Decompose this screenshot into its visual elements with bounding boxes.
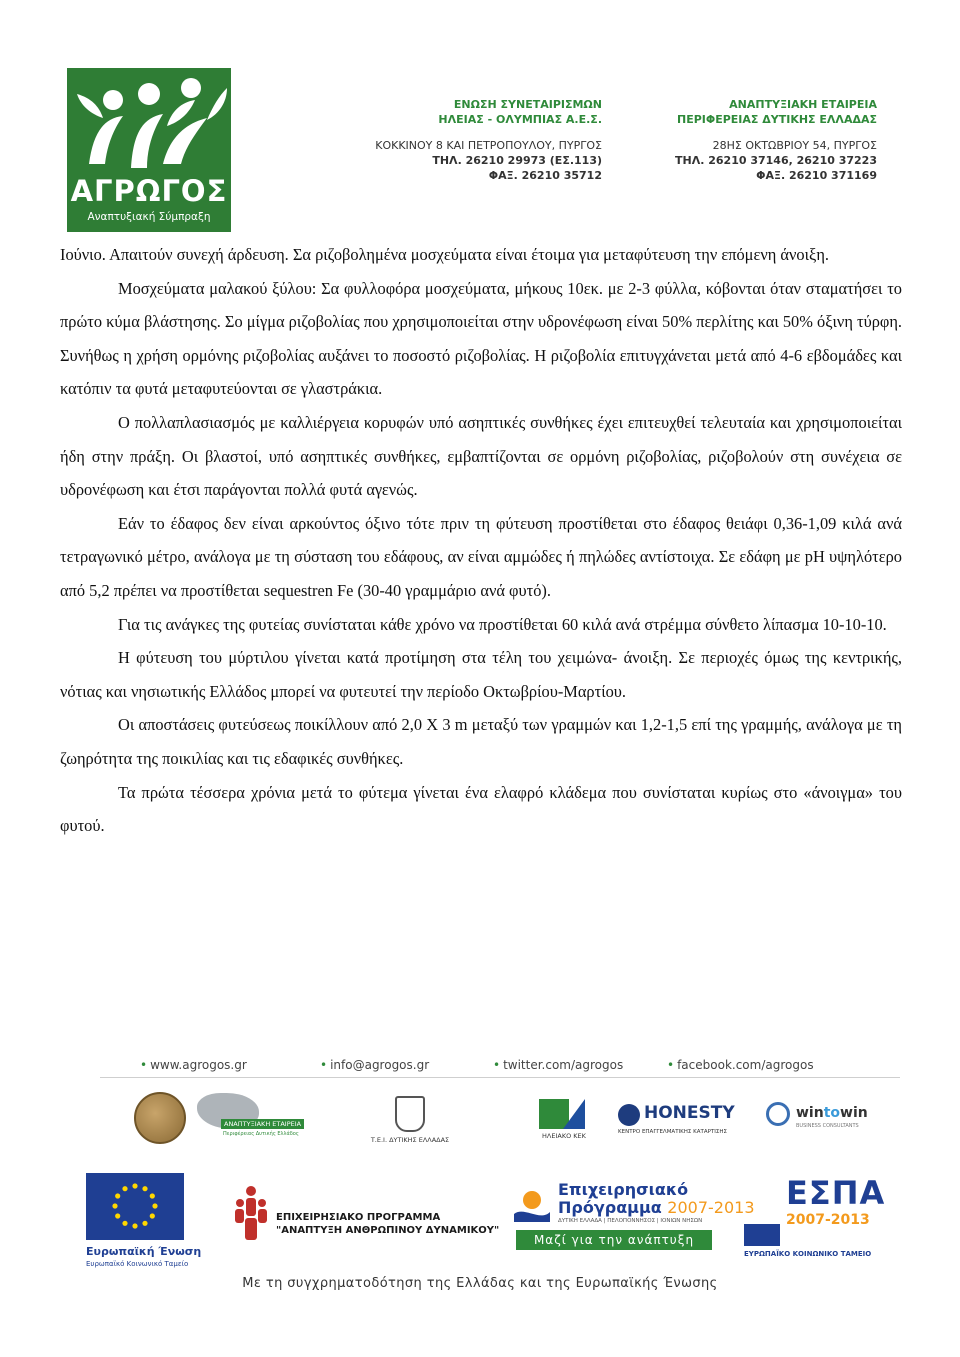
op-regions: ΔΥΤΙΚΗ ΕΛΛΑΔΑ | ΠΕΛΟΠΟΝΝΗΣΟΣ | ΙΟΝΙΩΝ ΝΗΣΩΝ <box>558 1218 703 1224</box>
espa-eu-flag-icon <box>744 1224 780 1246</box>
org-left-phone: ΤΗΛ. 26210 29973 (ΕΣ.113) <box>432 154 602 167</box>
email-link[interactable]: • info@agrogos.gr <box>320 1058 429 1072</box>
kek-logo <box>531 1099 597 1141</box>
regional-development-sub: Περιφέρειας Δυτικής Ελλάδος <box>223 1131 299 1137</box>
wintowin-label <box>796 1105 868 1121</box>
op-slogan: Μαζί για την ανάπτυξη <box>516 1230 712 1250</box>
paragraph-3: Ο πολλαπλασιασμός με καλλιέργεια κορυφών υπό ασηπτικές συνθήκες έχει επιτευχθεί τελευταία και χρησιμοποιείται ήδη στην πράξη. Οι βλαστοί, υπό ασηπτικές συνθήκες, εμβαπτίζονται σε ορμόνη ριζοβολίας, ριζοβολούν στη συνέχεια σε υδρονέφωση και έτσι παράγονται πολλά φυτά αγενώς. <box>60 412 902 500</box>
regional-development-label: ΑΝΑΠΤΥΞΙΑΚΗ ΕΤΑΙΡΕΙΑ <box>221 1119 304 1129</box>
paragraph-8: Τα πρώτα τέσσερα χρόνια μετά το φύτεμα γίνεται ένα ελαφρό κλάδεμα που συνίσταται κυρίως στο «άνοιγμα» του φυτού. <box>60 782 902 836</box>
paragraph-2: Μοσχεύματα μαλακού ξύλου: Σα φυλλοφόρα μοσχεύματα, μήκους 10εκ. με 2-3 φύλλα, κόβονται όταν σταματήσει το πρώτο κύμα βλάστησης. Σο μίγμα ριζοβολίας που χρησιμοποιείται στην υδρονέφωση είναι 50% περλίτης και 50% όξινη τύρφη. Συνήθως η χρήση ορμόνης ριζοβολίας αυξάνει το ποσοστό ριζοβολίας. Η ριζοβολία επιτυγχάνεται μετά από 4-6 εβδομάδες και κατόπιν τα φυτά μεταφυτεύονται σε γλαστράκια. <box>60 278 902 399</box>
program-title-1: ΕΠΙΧΕΙΡΗΣΙΑΚΟ ΠΡΟΓΡΑΜΜΑ <box>276 1212 441 1223</box>
kek-green-square-icon <box>539 1099 569 1129</box>
op-title-2 <box>558 1198 755 1217</box>
program-title-2: "ΑΝΑΠΤΥΞΗ ΑΝΘΡΩΠΙΝΟΥ ΔΥΝΑΜΙΚΟΥ" <box>276 1225 500 1236</box>
sun-wave-icon <box>512 1186 552 1226</box>
regional-development-logo <box>195 1093 302 1137</box>
org-left-address: ΚΟΚΚΙΝΟΥ 8 ΚΑΙ ΠΕΤΡΟΠΟΥΛΟΥ, ΠΥΡΓΟΣ <box>375 139 602 152</box>
kek-label: ΗΛΕΙΑΚΟ ΚΕΚ <box>542 1132 586 1140</box>
paragraph-1: Ιούνιο. Απαιτούν συνεχή άρδευση. Σα ριζοβολημένα μοσχεύματα είναι έτοιμα για μεταφύτευση την επόμενη άνοιξη. <box>60 245 830 264</box>
org-right-phone: ΤΗΛ. 26210 37146, 26210 37223 <box>675 154 877 167</box>
wintowin-label-c: win <box>840 1105 868 1121</box>
agrogos-logo <box>67 68 231 232</box>
paragraph-7: Οι αποστάσεις φυτεύσεως ποικίλλουν από 2,0 Χ 3 m μεταξύ των γραμμών και 1,2-1,5 επί της γραμμής, ανάλογα με τη ζωηρότητα της ποικιλίας και τις εδαφικές συνθήκες. <box>60 715 902 768</box>
org-right-title2: ΠΕΡΙΦΕΡΕΙΑΣ ΔΥΤΙΚΗΣ ΕΛΛΑΔΑΣ <box>676 113 877 126</box>
tei-label: Τ.Ε.Ι. ΔΥΤΙΚΗΣ ΕΛΛΑΔΑΣ <box>370 1136 450 1144</box>
org-left-fax: ΦΑΞ. 26210 35712 <box>488 169 602 182</box>
operational-program-logo <box>512 1178 755 1260</box>
wintowin-sub: BUSINESS CONSULTANTS <box>796 1123 859 1129</box>
facebook-link[interactable]: • facebook.com/agrogos <box>667 1058 814 1072</box>
espa-logo <box>742 1174 886 1266</box>
org-right-address: 28ΗΣ ΟΚΤΩΒΡΙΟΥ 54, ΠΥΡΓΟΣ <box>712 139 877 152</box>
op-title-1: Επιχειρησιακό <box>558 1180 689 1199</box>
org-right-fax: ΦΑΞ. 26210 371169 <box>756 169 877 182</box>
org-right-block <box>675 97 877 183</box>
logo-name: ΑΓΡΩΓΟΣ <box>70 174 228 208</box>
eu-stars-icon <box>86 1173 184 1240</box>
human-resources-program-logo <box>232 1185 500 1255</box>
eu-fund: Ευρωπαϊκό Κοινωνικό Ταμείο <box>86 1260 189 1268</box>
document-body <box>60 238 902 843</box>
org-left-title2: ΗΛΕΙΑΣ - ΟΛΥΜΠΙΑΣ Α.Ε.Σ. <box>438 113 602 126</box>
honesty-logo <box>618 1103 748 1143</box>
org-right-title1: ΑΝΑΠΤΥΞΙΑΚΗ ΕΤΑΙΡΕΙΑ <box>729 98 877 111</box>
op-years: 2007-2013 <box>667 1198 755 1217</box>
cofunding-tagline: Με τη συγχρηματοδότηση της Ελλάδας και της Ευρωπαϊκής Ένωσης <box>242 1276 718 1291</box>
crest-icon <box>395 1096 425 1132</box>
paragraph-6: Η φύτευση του μύρτιλου γίνεται κατά προτίμηση στα τέλη του χειμώνα- άνοιξη. Σε περιοχές όμως της κεντρικής, νότιας και νησιωτικής Ελλάδος μπορεί να φυτευτεί την περίοδο Οκτωβρίου-Μαρτίου. <box>60 648 902 701</box>
logo-tagline: Αναπτυξιακή Σύμπραξη <box>87 211 211 223</box>
org-left-block <box>375 97 602 183</box>
wintowin-label-b: to <box>823 1105 841 1121</box>
espa-years: 2007-2013 <box>786 1212 870 1228</box>
footer-links-bar <box>100 1052 900 1080</box>
paragraph-5: Για τις ανάγκες της φυτείας συνίσταται κάθε χρόνο να προστίθεται 60 κιλά ανά στρέμμα σύνθετο λίπασμα 10-10-10. <box>118 614 887 634</box>
wintowin-label-a: win <box>796 1105 824 1121</box>
honesty-label: HONESTY <box>644 1103 735 1123</box>
honesty-sub: ΚΕΝΤΡΟ ΕΠΑΓΓΕΛΜΑΤΙΚΗΣ ΚΑΤΑΡΤΙΣΗΣ <box>618 1129 728 1135</box>
espa-fund: ΕΥΡΩΠΑΪΚΟ ΚΟΙΝΩΝΙΚΟ ΤΑΜΕΙΟ <box>744 1250 872 1258</box>
op-title-2-text: Πρόγραμμα <box>558 1198 662 1217</box>
website-link[interactable]: • www.agrogos.gr <box>140 1058 247 1072</box>
seal-emblem-icon <box>134 1092 186 1144</box>
wintowin-ring-icon <box>766 1102 790 1126</box>
org-left-title1: ΕΝΩΣΗ ΣΥΝΕΤΑΙΡΙΣΜΩΝ <box>453 98 602 111</box>
human-figures-icon <box>232 1185 270 1243</box>
wintowin-logo <box>766 1102 886 1142</box>
tei-logo <box>365 1096 455 1146</box>
honesty-circle-icon <box>618 1104 640 1126</box>
eu-name: Ευρωπαϊκή Ένωση <box>86 1245 202 1258</box>
footer-divider <box>100 1077 900 1078</box>
people-leaves-icon <box>67 68 231 178</box>
twitter-link[interactable]: • twitter.com/agrogos <box>493 1058 623 1072</box>
eu-logo <box>86 1173 202 1269</box>
espa-title: ΕΣΠΑ <box>786 1174 886 1212</box>
eu-flag-icon <box>86 1173 184 1240</box>
paragraph-4: Εάν το έδαφος δεν είναι αρκούντος όξινο τότε πριν τη φύτευση προστίθεται στο έδαφος θειάφι 0,36-1,09 κιλά ανά τετραγωνικό μέτρο, ανάλογα με τη σύσταση του εδάφους, αν είναι αμμώδες ή πηλώδες αντίστοιχα. Σε εδάφη με pH υψηλότερο από 5,2 πρέπει να προστίθεται sequestren Fe (30-40 γραμμάριο ανά φυτό). <box>60 513 902 600</box>
